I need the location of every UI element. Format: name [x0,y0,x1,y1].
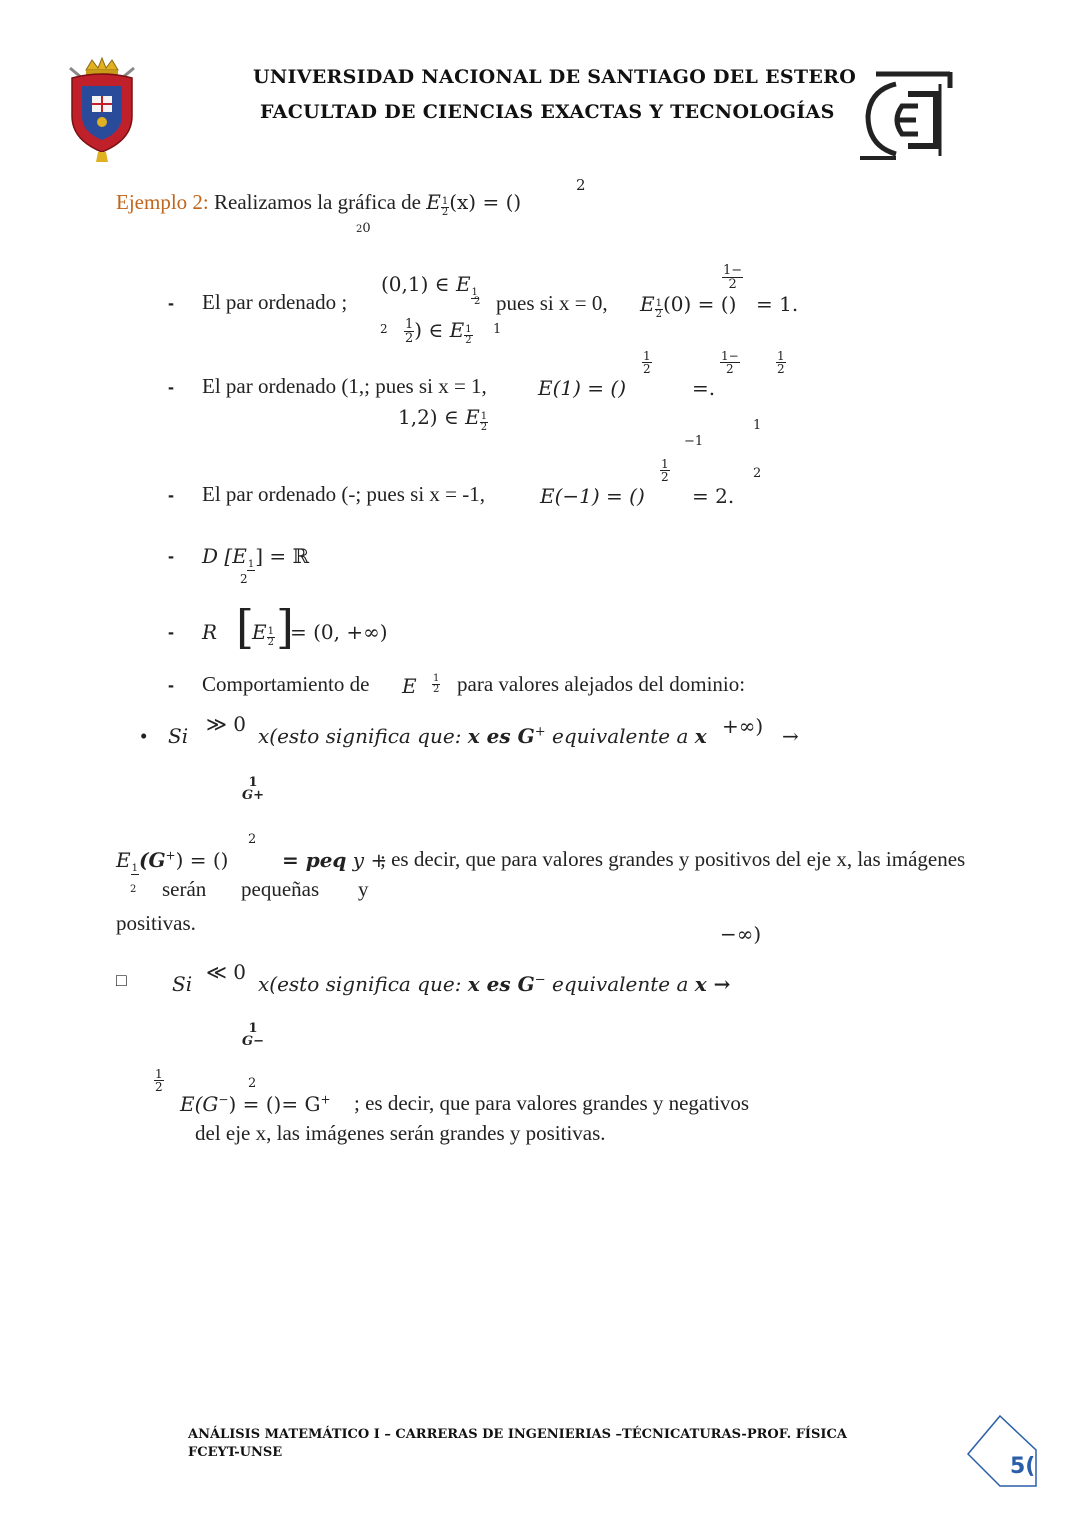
item2-frac-right: $\frac{1}{2}$ [777,349,785,376]
behavior-half: $\frac{1}{2}$ [433,673,440,695]
item3-eval: E(−1) = () [540,484,645,508]
item1-sub-2: 2 [474,296,481,307]
item3-neg-one: −1 [684,434,704,449]
page-number: 5( [1010,1454,1036,1479]
example-title [116,190,521,218]
case-pos-line2-c: y [358,877,369,901]
item3-one: 1 [753,418,762,433]
faculty-name: FACULTAD DE CIENCIAS EXACTAS Y TECNOLOGÍAS [260,101,835,123]
case-neg-frac: 1 G− [242,1021,264,1049]
item1-exp-frac: $\frac{1-}{2}$ [723,263,743,292]
footer-institution: FCEYT-UNSE [188,1445,283,1460]
item1-result: = 1. [756,292,799,316]
item3-two: 2 [753,466,762,481]
bullet-dash: - [168,377,174,397]
case-pos-eq: = peq y + [282,848,388,872]
range-left-bracket: [ [236,600,254,654]
case-pos-sub: 2 [130,884,137,895]
range-func: E $\frac{1}{2}$ [252,620,274,648]
item2-frac-left: $\frac{1}{2}$ [643,349,651,376]
bullet-dash: - [168,546,174,566]
bullet-dash: - [168,675,174,695]
range-label: R [202,620,218,644]
item1-pair-b-pre: 2 [380,322,388,336]
case-neg-lhs: E(G−) = ()= G+ [180,1092,331,1116]
bullet-dash: - [168,485,174,505]
case-pos-frac: 1 G+ [242,775,264,803]
behavior-func: E [402,674,417,698]
behavior-rest: para valores alejados del dominio: [457,672,746,696]
case-pos-line3: positivas. [116,911,196,935]
item2-text: El par ordenado (1,; pues si x = 1, [202,374,487,398]
case-pos-inf: +∞) [722,714,764,738]
university-name: UNIVERSIDAD NACIONAL DE SANTIAGO DEL ESTERO [253,66,857,88]
case-neg-line2: del eje x, las imágenes serán grandes y positivas. [195,1121,606,1145]
item1-pues: pues si x = 0, [496,291,608,315]
example-subscript: 20 [356,221,371,236]
behavior-text: Comportamiento de [202,672,370,696]
bullet-dash: - [168,293,174,313]
case-neg-inf: −∞) [720,922,762,946]
case-pos-lhs: E 1 (G+) = () [116,848,229,874]
bullet-dash: - [168,622,174,642]
case-pos-gg: ≫ 0 [206,712,247,736]
faculty-logo [856,66,956,162]
case-pos-rest: ; es decir, que para valores grandes y positivos del eje x, las imágenes [380,847,966,871]
example-function: E $\frac{1}{2}$ (x) = () [426,190,522,218]
case-pos-si: Si [168,724,189,748]
case-pos-line2-a: serán [162,877,207,901]
range-rest: = (0, +∞) [290,620,388,644]
case-neg-rest: ; es decir, que para valores grandes y negativos [354,1091,750,1115]
range-right-bracket: ] [276,600,294,654]
example-intro: Realizamos la gráfica de [214,190,421,214]
case-pos-line: x(esto significa que: x es G+ equivalente a x [258,724,707,748]
example-exponent: 2 [576,176,586,194]
item3-half: $\frac{1}{2}$ [661,457,669,484]
example-label: Ejemplo 2: [116,190,209,214]
footer-course: ANÁLISIS MATEMÁTICO I – CARRERAS DE INGENIERIAS –TÉCNICATURAS-PROF. FÍSICA [188,1427,847,1442]
item2-result: =. [692,376,716,400]
item2-pair: 1,2) ∈ E $\frac{1}{2}$ [398,405,488,433]
arrow-icon: → [782,724,799,748]
item3-text: El par ordenado (-; pues si x = -1, [202,482,486,506]
checkbox-glyph-icon: □ [116,970,127,990]
item1-one: 1 [493,322,502,337]
bullet-dot: • [140,724,148,748]
item2-eval: E(1) = () [538,376,627,400]
case-neg-si: Si [172,972,193,996]
item1-text: El par ordenado ; [202,290,348,314]
item1-eval: E $\frac{1}{2}$ (0) = () [640,292,737,320]
case-neg-ll: ≪ 0 [206,960,247,984]
university-crest-logo [62,56,142,166]
domain-sub: 2 [240,572,248,586]
case-pos-line2-b: pequeñas [241,877,320,901]
domain-line: D [E 1 ] = ℝ [202,544,310,570]
item2-frac-mid: $\frac{1-}{2}$ [721,349,739,376]
item1-pair-b: $\frac{1}{2}$ ) ∈ E $\frac{1}{2}$ [405,317,472,346]
case-neg-exp: 2 [248,1076,257,1091]
case-neg-half: $\frac{1}{2}$ [155,1067,163,1094]
case-pos-exp: 2 [248,832,257,847]
case-neg-line: x(esto significa que: x es G− equivalente a x → [258,972,731,996]
item1-pair-a: (0,1) ∈ E 1 [381,272,478,298]
item3-result: = 2. [692,484,735,508]
